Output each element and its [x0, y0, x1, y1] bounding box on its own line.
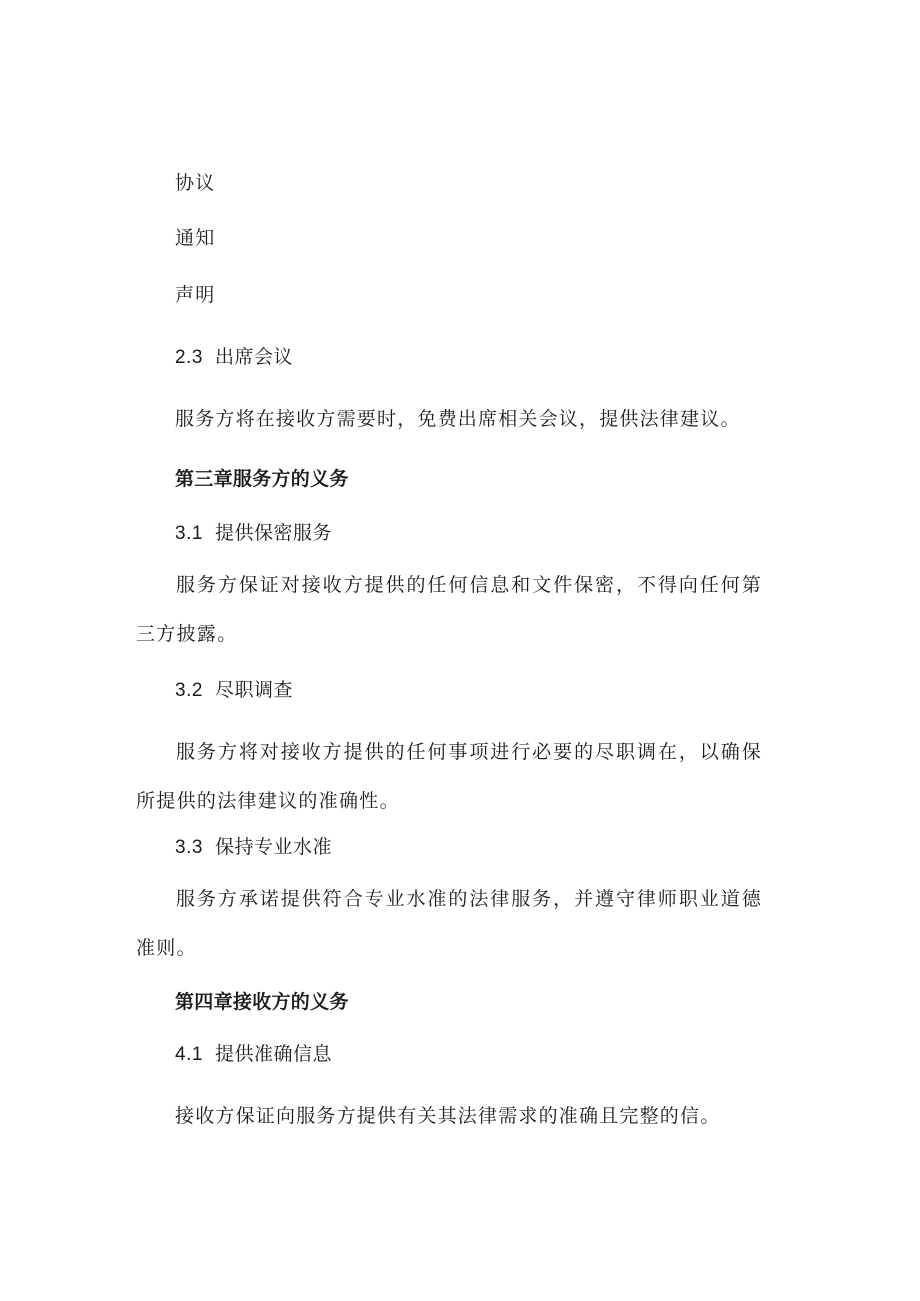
section-number: 2.3: [175, 347, 203, 368]
section-number: 3.3: [175, 837, 203, 858]
paragraph: 接收方保证向服务方提供有关其法律需求的准确且完整的信。: [175, 1105, 721, 1127]
section-number: 3.2: [175, 680, 203, 701]
paragraph: 服务方将对接收方提供的任何事项进行必要的尽职调在，以确保所提供的法律建议的准确性。: [136, 741, 762, 812]
list-item: 声明: [175, 284, 216, 306]
section-heading: [175, 679, 293, 702]
section-number: 3.1: [175, 523, 203, 544]
paragraph: 服务方将在接收方需要时，免费出席相关会议，提供法律建议。: [175, 408, 741, 430]
chapter-heading: 第四章接收方的义务: [175, 991, 349, 1013]
paragraph: 服务方保证对接收方提供的任何信息和文件保密，不得向任何第三方披露。: [136, 574, 762, 645]
chapter-heading: 第三章服务方的义务: [175, 468, 349, 490]
section-heading: [175, 836, 332, 859]
section-title: 尽职调查: [215, 679, 294, 701]
section-title: 提供保密服务: [215, 522, 333, 544]
section-heading: [175, 346, 293, 369]
section-title: 提供准确信息: [215, 1043, 333, 1065]
section-heading: [175, 1043, 332, 1066]
section-title: 保持专业水准: [215, 836, 333, 858]
section-number: 4.1: [175, 1044, 203, 1065]
list-item: 协议: [175, 172, 216, 194]
paragraph: 服务方承诺提供符合专业水准的法律服务，并遵守律师职业道德准则。: [136, 888, 762, 959]
section-title: 出席会议: [215, 346, 294, 368]
list-item: 通知: [175, 227, 216, 249]
section-heading: [175, 522, 332, 545]
